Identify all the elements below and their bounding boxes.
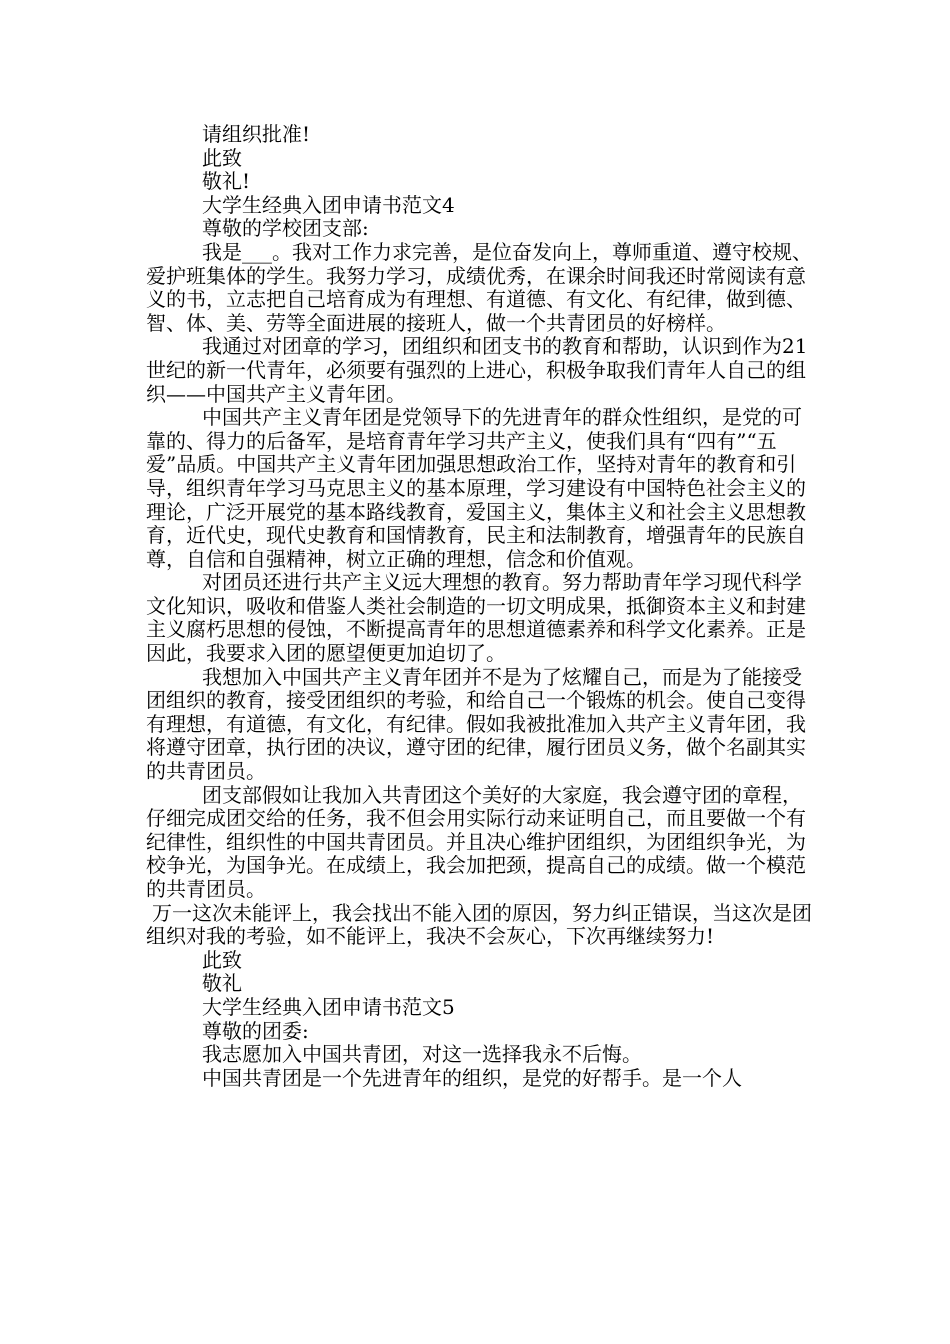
- paragraph: 敬礼: [202, 971, 242, 996]
- paragraph: 我想加入中国共产主义青年团并不是为了炫耀自己，而是为了能接受团组织的教育，接受团组织的考验，和给自己一个锻炼的机会。使自己变得有理想，有道德，有文化，有纪律。假如我被批准加入共产主义青年团，我将遵守团章，执行团的决议，遵守团的纪律，履行团员义务，做个名副其实的共青团员。: [146, 664, 806, 784]
- paragraph: 中国共产主义青年团是党领导下的先进青年的群众性组织，是党的可靠的、得力的后备军，是培育青年学习共产主义，使我们具有“四有”“五爱”品质。中国共产主义青年团加强思想政治工作，坚持对青年的教育和引导，组织青年学习马克思主义的基本原理，学习建设有中国特色社会主义的理论，广泛开展党的基本路线教育，爱国主义，集体主义和社会主义思想教育，近代史，现代史教育和国情教育，民主和法制教育，增强青年的民族自尊，自信和自强精神，树立正确的理想，信念和价值观。: [146, 405, 806, 571]
- paragraph: 请组织批准!: [202, 122, 311, 146]
- paragraph: 我志愿加入中国共青团，对这一选择我永不后悔。: [202, 1042, 642, 1067]
- section-heading: 大学生经典入团申请书范文5: [202, 994, 455, 1019]
- section-heading: 大学生经典入团申请书范文4: [202, 192, 455, 217]
- paragraph: 中国共青团是一个先进青年的组织，是党的好帮手。是一个人: [202, 1065, 742, 1090]
- paragraph: 此致: [202, 145, 242, 170]
- paragraph: 此致: [202, 947, 242, 972]
- document-page: [146, 123, 816, 1090]
- paragraph: 我是___。我对工作力求完善，是位奋发向上，尊师重道、遵守校规、爱护班集体的学生。我努力学习，成绩优秀，在课余时间我还时常阅读有意义的书，立志把自己培育成为有理想、有道德、有文化、有纪律，做到德、智、体、美、劳等全面进展的接班人，做一个共青团员的好榜样。: [146, 239, 812, 335]
- salutation: 尊敬的团委:: [202, 1018, 309, 1043]
- paragraph: 万一这次未能评上，我会找出不能入团的原因，努力纠正错误，当这次是团组织对我的考验，如不能评上，我决不会灰心，下次再继续努力!: [146, 900, 812, 949]
- paragraph: 敬礼!: [202, 169, 251, 194]
- paragraph: 对团员还进行共产主义远大理想的教育。努力帮助青年学习现代科学文化知识，吸收和借鉴人类社会制造的一切文明成果，抵御资本主义和封建主义腐朽思想的侵蚀，不断提高青年的思想道德素养和科学文化素养。正是因此，我要求入团的愿望便更加迫切了。: [146, 570, 806, 666]
- salutation: 尊敬的学校团支部:: [202, 216, 369, 241]
- paragraph: 团支部假如让我加入共青团这个美好的大家庭，我会遵守团的章程，仔细完成团交给的任务，我不但会用实际行动来证明自己，而且要做一个有纪律性，组织性的中国共青团员。并且决心维护团组织，为团组织争光，为校争光，为国争光。在成绩上，我会加把颈，提高自己的成绩。做一个模范的共青团员。: [146, 782, 806, 901]
- paragraph: 我通过对团章的学习，团组织和团支书的教育和帮助，认识到作为21世纪的新一代青年，必须要有强烈的上进心，积极争取我们青年人自己的组织——中国共产主义青年团。: [146, 334, 808, 406]
